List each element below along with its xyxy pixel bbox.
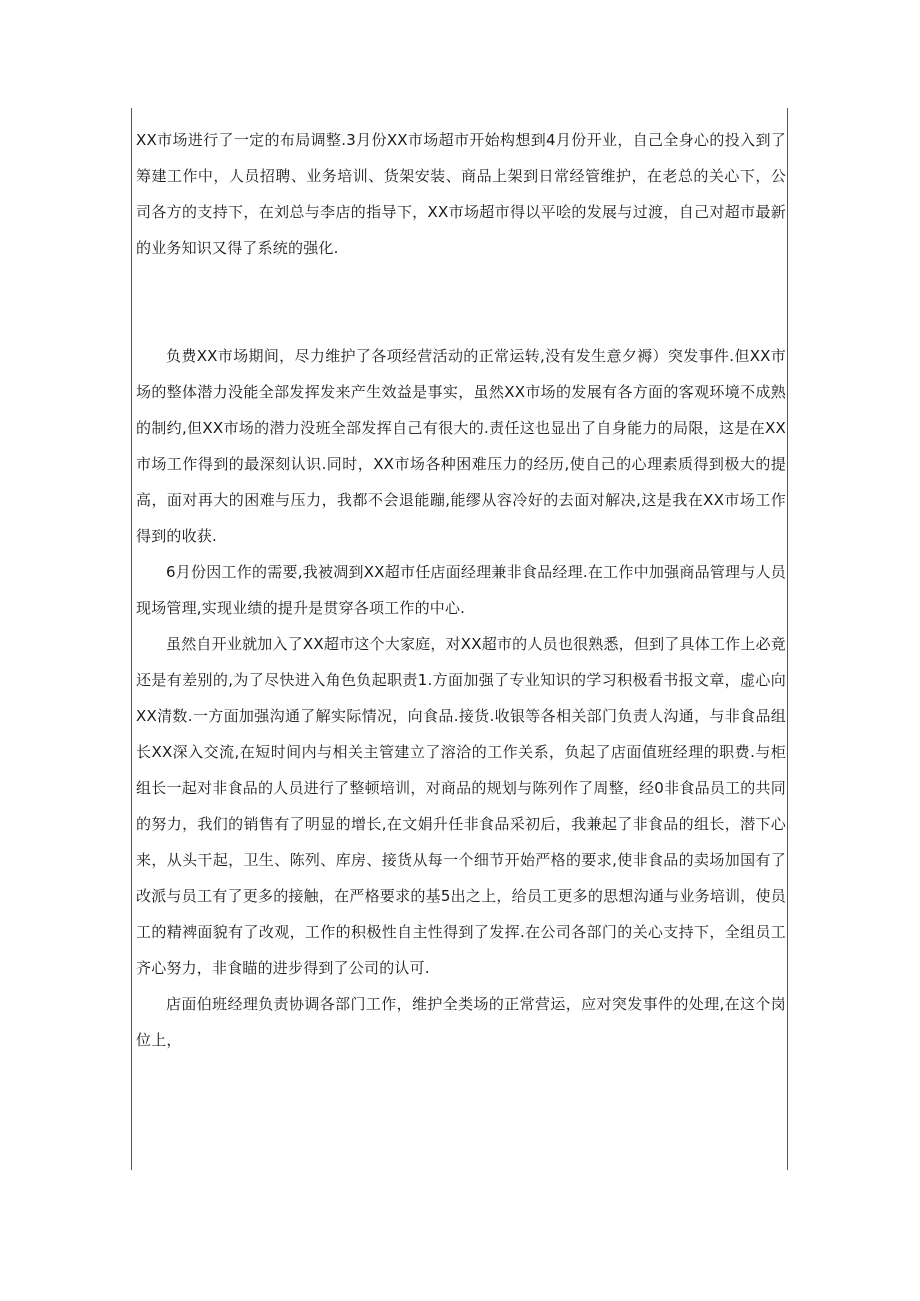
right-margin-rule [787, 108, 788, 1170]
paragraph-1: XX市场进行了一定的布局调整.3月份XX市场超市开始构想到4月份开业，自己全身心的投入到了筹建工作中，人员招聘、业务培训、货架安装、商品上架到日常经管维护，在老总的关心下，公司各方的支持下，在刘总与李店的指导下，XX市场超市得以平哙的发展与过渡，自己对超市最新的业务知识又得了系统的强化. [136, 131, 786, 257]
paragraph-3: 6月份因工作的需要,我被凋到XX超市任店面经理兼非食品经理.在工作中加强商品管理与人员现场管理,实现业绩的提升是贯穿各项工作的中心. [136, 563, 786, 617]
paragraph-2: 负费XX市场期间，尽力维护了各项经营活动的正常运转,没有发生意夕褥）突发事件.但XX市场的整体潜力没能全部发挥发来产生效益是事实，虽然XX市场的发展有各方面的客观环境不成熟的制约,但XX市场的潜力没班全部发挥自己有很大的.责任这也显出了自身能力的局限，这是在XX市场工作得到的最深刻认识.同时，XX市场各种困难压力的经历,使自己的心理素质得到极大的提高，面对再大的困难与压力，我都不会退能蹦,能缪从容冷好的去面对解决,这是我在XX市场工作得到的收获. [136, 347, 786, 545]
left-margin-rule [131, 108, 132, 1170]
document-body [136, 122, 786, 1058]
paragraph-4: 虽然自开业就加入了XX超市这个大家庭，对XX超市的人员也很熟悉，但到了具体工作上必竟还是有差别的,为了尽快进入角色负起职责1.方面加强了专业知识的学习积极看书报文章，虚心向XX清数.一方面加强沟通了解实际情况，向食品.接货.收银等各相关部门负责人沟通，与非食品组长XX深入交流,在短时间内与相关主管建立了溶洽的工作关系，负起了店面值班经理的职费.与柜组长一起对非食品的人员进行了整顿培训，对商品的规划与陈列作了周整，经0非食品员工的共同的努力，我们的销售有了明显的增长,在文娟升任非食品采初后，我兼起了非食品的组长，潜下心来，从头干起，卫生、陈列、库房、接货从每一个细节开始严格的要求,使非食品的卖场加国有了改派与员工有了更多的接触，在严格要求的基5出之上，给员工更多的思想沟通与业务培训，使员工的精裨面貌有了改观，工作的积极性自主性得到了发挥.在公司各部门的关心支持下，全组员工齐心努力，非食瞄的进步得到了公司的认可. [136, 635, 786, 977]
paragraph-spacer [136, 266, 786, 338]
paragraph-5: 店面伯班经理负责协调各部门工作，维护全类场的正常营运，应对突发事件的处理,在这个岗位上， [136, 995, 786, 1049]
